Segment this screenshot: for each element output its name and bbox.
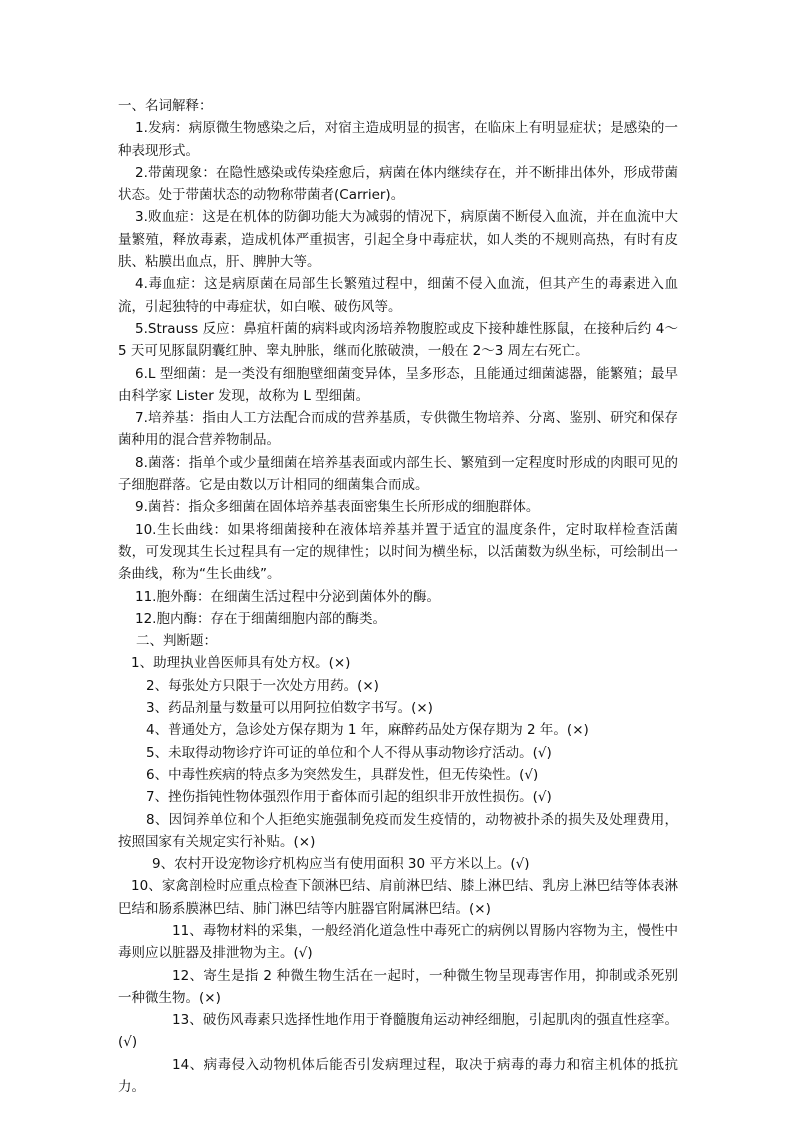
definition-item: 11.胞外酶：在细菌生活过程中分泌到菌体外的酶。 (135, 588, 440, 605)
definition-item: 3.败血症：这是在机体的防御功能大为减弱的情况下，病原菌不断侵入血流，并在血流中大量繁殖，释放毒素，造成机体严重损害，引起全身中毒症状，如人类的不规则高热，有时有皮肤、粘膜出血点，肝、脾肿大等。 (118, 209, 678, 271)
definition-item: 7.培养基：指由人工方法配合而成的营养基质，专供微生物培养、分离、鉴别、研究和保存菌种用的混合营养物制品。 (118, 410, 678, 449)
judgement-item: 10、家禽剖检时应重点检查下颌淋巴结、肩前淋巴结、膝上淋巴结、乳房上淋巴结等体表淋巴结和肠系膜淋巴结、肺门淋巴结等内脏器官附属淋巴结。(×) (118, 878, 678, 917)
judgement-item: 5、未取得动物诊疗许可证的单位和个人不得从事动物诊疗活动。(√) (146, 744, 552, 761)
document-page (118, 95, 678, 1098)
judgement-item: 13、破伤风毒素只选择性地作用于脊髓腹角运动神经细胞，引起肌肉的强直性痉挛。(√) (118, 1012, 678, 1051)
judgement-item: 9、农村开设宠物诊疗机构应当有使用面积 30 平方米以上。(√) (152, 856, 530, 873)
definition-item: 12.胞内酶：存在于细菌细胞内部的酶类。 (135, 610, 386, 627)
judgement-item: 12、寄生是指 2 种微生物生活在一起时，一种微生物呈现毒害作用，抑制或杀死别一种微生物。(×) (118, 967, 678, 1006)
definition-item: 1.发病：病原微生物感染之后，对宿主造成明显的损害，在临床上有明显症状；是感染的一种表现形式。 (118, 120, 678, 159)
section-heading-true-false: 二、判断题： (136, 633, 217, 650)
section-heading-definitions: 一、名词解释： (118, 98, 213, 114)
judgement-item: 4、普通处方，急诊处方保存期为 1 年，麻醉药品处方保存期为 2 年。(×) (146, 722, 589, 739)
definition-item: 5.Strauss 反应：鼻疽杆菌的病料或肉汤培养物腹腔或皮下接种雄性豚鼠，在接种后约 4～5 天可见豚鼠阴囊红肿、睾丸肿胀，继而化脓破溃，一般在 2～3 周左右死亡。 (118, 320, 678, 360)
definition-item: 2.带菌现象：在隐性感染或传染痊愈后，病菌在体内继续存在，并不断排出体外，形成带菌状态。处于带菌状态的动物称带菌者(Carrier)。 (118, 164, 678, 204)
judgement-item: 6、中毒性疾病的特点多为突然发生，具群发性，但无传染性。(√) (146, 766, 539, 783)
judgement-item: 14、病毒侵入动物机体后能否引发病理过程，取决于病毒的毒力和宿主机体的抵抗力。 (118, 1056, 678, 1096)
definition-item: 6.L 型细菌：是一类没有细胞壁细菌变异体，呈多形态，且能通过细菌滤器，能繁殖；最早由科学家 Lister 发现，故称为 L 型细菌。 (118, 365, 678, 404)
judgement-item: 3、药品剂量与数量可以用阿拉伯数字书写。(×) (146, 700, 433, 717)
judgement-item: 2、每张处方只限于一次处方用药。(×) (146, 677, 379, 694)
definition-item: 8.菌落：指单个或少量细菌在培养基表面或内部生长、繁殖到一定程度时形成的肉眼可见的子细胞群落。它是由数以万计相同的细菌集合而成。 (118, 454, 678, 494)
definition-item: 10.生长曲线：如果将细菌接种在液体培养基并置于适宜的温度条件，定时取样检查活菌数，可发现其生长过程具有一定的规律性；以时间为横坐标，以活菌数为纵坐标，可绘制出一条曲线，称为“生长曲线”。 (118, 521, 678, 583)
definition-item: 4.毒血症：这是病原菌在局部生长繁殖过程中，细菌不侵入血流，但其产生的毒素进入血流，引起独特的中毒症状，如白喉、破伤风等。 (118, 276, 678, 315)
judgement-item: 7、挫伤指钝性物体强烈作用于畜体而引起的组织非开放性损伤。(√) (146, 789, 552, 806)
judgement-item: 1、助理执业兽医师具有处方权。(×) (131, 655, 351, 672)
judgement-item: 8、因饲养单位和个人拒绝实施强制免疫而发生疫情的，动物被扑杀的损失及处理费用，按照国家有关规定实行补贴。(×) (118, 811, 678, 850)
judgement-item: 11、毒物材料的采集，一般经消化道急性中毒死亡的病例以胃肠内容物为主，慢性中毒则应以脏器及排泄物为主。(√) (118, 922, 678, 962)
definition-item: 9.菌苔：指众多细菌在固体培养基表面密集生长所形成的细胞群体。 (135, 499, 540, 516)
